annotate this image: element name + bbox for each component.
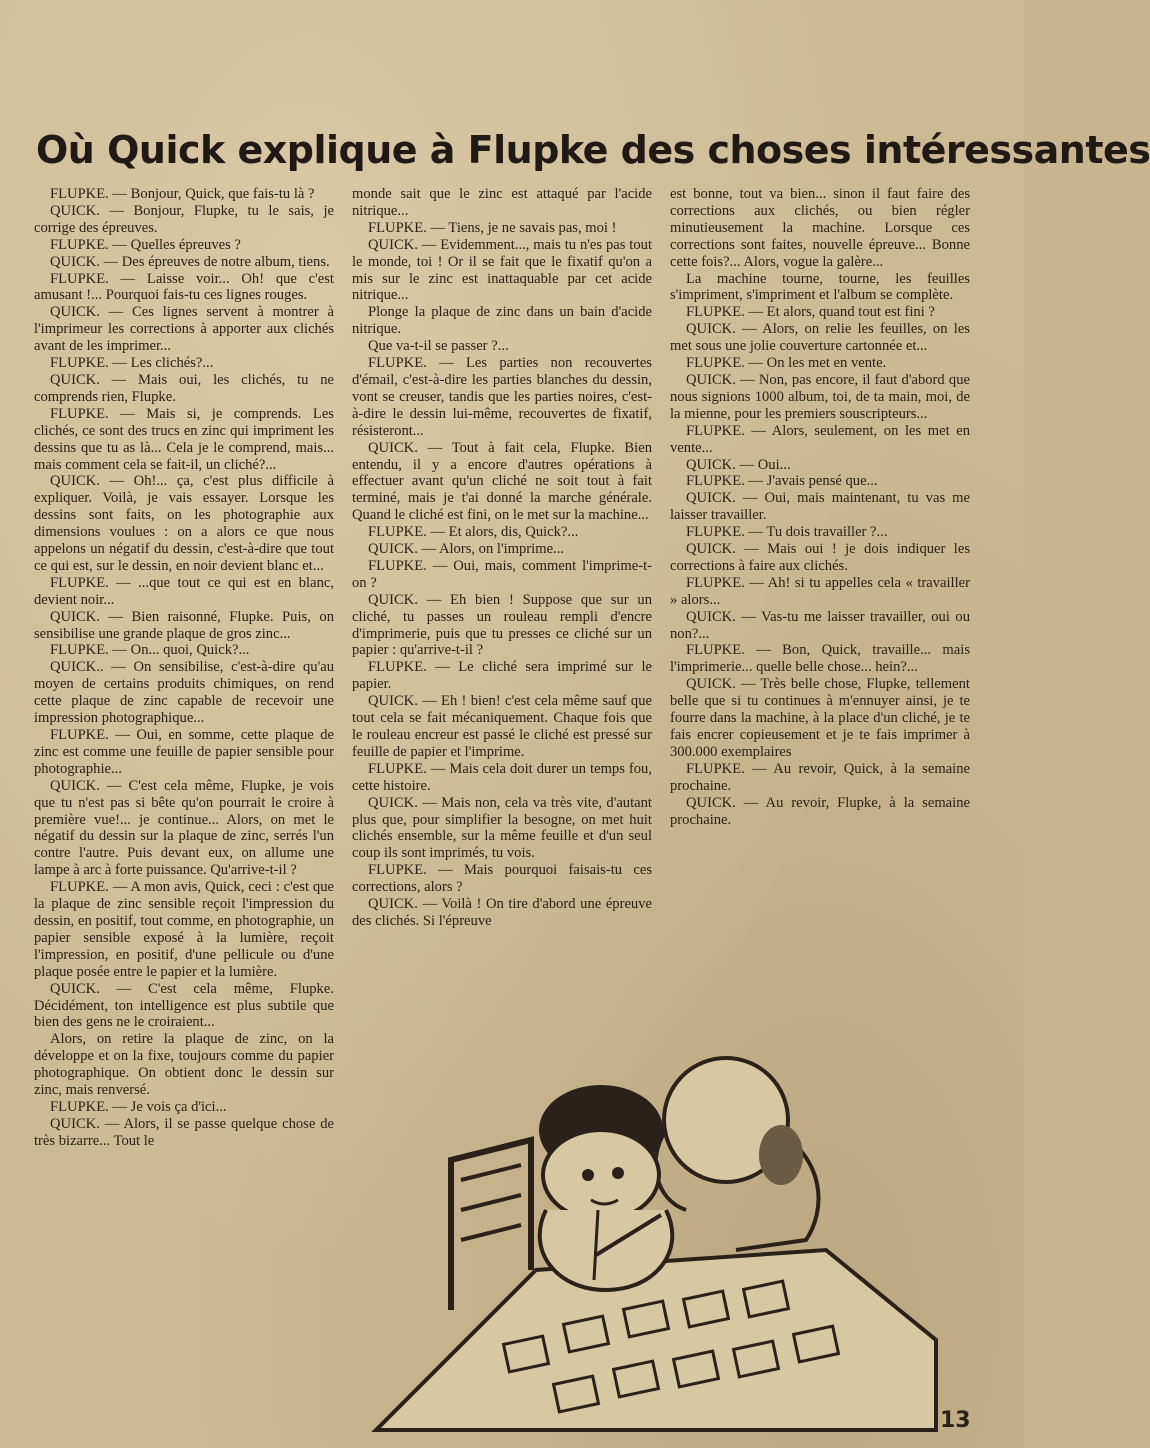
paragraph: FLUPKE. — Ah! si tu appelles cela « travailler » alors... xyxy=(670,574,970,608)
paragraph: QUICK. — Au revoir, Flupke, à la semaine prochaine. xyxy=(670,794,970,828)
paragraph: monde sait que le zinc est attaqué par l'acide nitrique... xyxy=(352,186,652,219)
paragraph: QUICK. — Alors, on l'imprime... xyxy=(368,541,564,558)
paragraph: FLUPKE. — A mon avis, Quick, ceci : c'est que la plaque de zinc sensible reçoit l'impression du dessin, en positif, tout comme, en photographie, un papier sensible exposé à la lumière, reçoit l'impression, en positif, d'une pellicule ou d'une plaque posée entre le papier et la lumière. xyxy=(34,879,334,980)
text-column-2 xyxy=(352,186,652,930)
illustration-quick-flupke xyxy=(356,1010,936,1430)
paragraph: FLUPKE. — Je vois ça d'ici... xyxy=(50,1098,227,1115)
paragraph: QUICK. — Bonjour, Flupke, tu le sais, je corrige des épreuves. xyxy=(34,202,334,236)
paragraph: Alors, on retire la plaque de zinc, on la développe et on la fixe, toujours comme du papier photographique. On obtient donc le dessin sur zinc, mais renversé. xyxy=(34,1031,334,1099)
article-title: Où Quick explique à Flupke des choses intéressantes xyxy=(36,128,1150,172)
paragraph: FLUPKE. — Oui, mais, comment l'imprime-t-on ? xyxy=(352,557,652,591)
paragraph: QUICK. — C'est cela même, Flupke. Décidément, ton intelligence est plus subtile que bien des gens ne le croiraient... xyxy=(34,980,334,1031)
paragraph: FLUPKE. — Mais pourquoi faisais-tu ces corrections, alors ? xyxy=(352,862,652,896)
paragraph: FLUPKE. — Alors, seulement, on les met en vente... xyxy=(670,422,970,456)
paragraph: FLUPKE. — On les met en vente. xyxy=(686,355,887,372)
paragraph: FLUPKE. — On... quoi, Quick?... xyxy=(50,642,250,659)
paragraph: FLUPKE. — Tiens, je ne savais pas, moi ! xyxy=(368,219,617,236)
paragraph: est bonne, tout va bien... sinon il faut faire des corrections aux clichés, ou bien régler minutieusement la machine. Lorsque ces corrections sont faites, nouvelle épreuve... Bonne cette fois?... Alors, vogue la galère... xyxy=(670,186,970,270)
paragraph: QUICK. — Non, pas encore, il faut d'abord que nous signions 1000 album, toi, de ta main, moi, de la mienne, pour les premiers souscripteurs... xyxy=(670,371,970,422)
paragraph: QUICK. — Oui... xyxy=(686,456,791,473)
paragraph: FLUPKE. — Quelles épreuves ? xyxy=(50,236,241,253)
paragraph: FLUPKE. — Mais cela doit durer un temps fou, cette histoire. xyxy=(352,760,652,794)
paragraph: FLUPKE. — Et alors, quand tout est fini ? xyxy=(686,304,935,321)
paragraph: QUICK. — Voilà ! On tire d'abord une épreuve des clichés. Si l'épreuve xyxy=(352,896,652,929)
paragraph: QUICK. — Des épreuves de notre album, tiens. xyxy=(50,253,330,270)
paragraph: FLUPKE. — Bon, Quick, travaille... mais l'imprimerie... quelle belle chose... hein?... xyxy=(670,642,970,676)
text-column-1 xyxy=(34,186,334,1150)
paragraph: Que va-t-il se passer ?... xyxy=(368,338,509,355)
paragraph: FLUPKE. — Laisse voir... Oh! que c'est amusant !... Pourquoi fais-tu ces lignes rouges. xyxy=(34,270,334,304)
paragraph: QUICK. — Evidemment..., mais tu n'es pas tout le monde, toi ! Or il se fait que le fixatif qu'on a mis sur le zinc est inattaquable par cet acide nitrique... xyxy=(352,236,652,304)
paragraph: QUICK. — Ces lignes servent à montrer à l'imprimeur les corrections à apporter aux clichés avant de les imprimer... xyxy=(34,304,334,355)
paragraph: QUICK. — Oui, mais maintenant, tu vas me laisser travailler. xyxy=(670,490,970,524)
text-column-3 xyxy=(670,186,970,828)
paragraph: FLUPKE. — Oui, en somme, cette plaque de zinc est comme une feuille de papier sensible pour photographie... xyxy=(34,727,334,777)
paragraph: QUICK. — C'est cela même, Flupke, je vois que tu n'est pas si bête qu'on pourrait le croire à première vue!... je continue... Alors, on met le négatif du dessin sur la plaque de zinc, serrés l'un contre l'autre. Puis devant eux, on allume une lampe à arc à forte puissance. Qu'arrive-t-il ? xyxy=(34,777,334,879)
paragraph: QUICK. — Mais non, cela va très vite, d'autant plus que, pour simplifier la besogne, on met huit clichés ensemble, sur la même feuille et d'un seul coup ils sont imprimés, tu vois. xyxy=(352,794,652,862)
paragraph: FLUPKE. — Les parties non recouvertes d'émail, c'est-à-dire les parties blanches du dessin, vont se creuser, tandis que les parties noires, c'est-à-dire le dessin lui-même, recouvertes de fixatif, résisteront... xyxy=(352,355,652,439)
paragraph: QUICK. — Alors, on relie les feuilles, on les met sous une jolie couverture cartonnée et... xyxy=(670,321,970,355)
paragraph: FLUPKE. — Au revoir, Quick, à la semaine prochaine. xyxy=(670,760,970,794)
paragraph: La machine tourne, tourne, les feuilles s'impriment, s'impriment et l'album se complète. xyxy=(670,270,970,304)
paragraph: QUICK. — Oh!... ça, c'est plus difficile à expliquer. Voilà, je vais essayer. Lorsque les dessins sont faits, on les photographie aux dimensions voulues : on a alors ce que nous appelons un négatif du dessin, c'est-à-dire que tout ce qui est, sur le dessin, en noir devient blanc et... xyxy=(34,473,334,574)
paragraph: QUICK. — Tout à fait cela, Flupke. Bien entendu, il y a encore d'autres opérations à effectuer avant qu'un cliché ne soit tout à fait terminé, mais je t'ai donné la marche générale. Quand le cliché est fini, on le met sur la machine... xyxy=(352,439,652,524)
paragraph: QUICK. — Vas-tu me laisser travailler, oui ou non?... xyxy=(670,608,970,642)
paragraph: QUICK. — Mais oui, les clichés, tu ne comprends rien, Flupke. xyxy=(34,371,334,405)
page-number: 13 xyxy=(940,1408,971,1433)
paragraph: FLUPKE. — ...que tout ce qui est en blanc, devient noir... xyxy=(34,574,334,608)
paragraph: QUICK. — Très belle chose, Flupke, tellement belle que si tu continues à m'ennuyer ainsi, je te fourre dans la machine, à la place d'un cliché, je te fais encrer copieusement et je te fais imprimer à 300.000 exemplaires xyxy=(670,676,970,760)
paragraph: FLUPKE. — J'avais pensé que... xyxy=(686,473,878,490)
paragraph: FLUPKE. — Bonjour, Quick, que fais-tu là ? xyxy=(50,186,315,202)
paragraph: QUICK. — Bien raisonné, Flupke. Puis, on sensibilise une grande plaque de gros zinc... xyxy=(34,608,334,642)
paragraph: QUICK.. — On sensibilise, c'est-à-dire qu'au moyen de certains produits chimiques, on rend cette plaque de zinc capable de recevoir une impression photographique... xyxy=(34,659,334,727)
paragraph: QUICK. — Eh bien ! Suppose que sur un cliché, tu passes un rouleau rempli d'encre d'imprimerie, puis que tu presses ce cliché sur un papier : qu'arrive-t-il ? xyxy=(352,591,652,659)
paragraph: QUICK. — Alors, il se passe quelque chose de très bizarre... Tout le xyxy=(34,1115,334,1149)
paragraph: FLUPKE. — Les clichés?... xyxy=(50,355,214,372)
paragraph: Plonge la plaque de zinc dans un bain d'acide nitrique. xyxy=(352,304,652,338)
paragraph: QUICK. — Eh ! bien! c'est cela même sauf que tout cela se fait mécaniquement. Chaque fois que le rouleau encreur est passé le cliché est pressé sur feuille de papier et l'imprime. xyxy=(352,693,652,760)
paragraph: FLUPKE. — Et alors, dis, Quick?... xyxy=(368,524,579,541)
paragraph: FLUPKE. — Le cliché sera imprimé sur le papier. xyxy=(352,659,652,693)
paragraph: FLUPKE. — Tu dois travailler ?... xyxy=(686,524,888,541)
paragraph: QUICK. — Mais oui ! je dois indiquer les corrections à faire aux clichés. xyxy=(670,541,970,574)
paragraph: FLUPKE. — Mais si, je comprends. Les clichés, ce sont des trucs en zinc qui impriment les dessins que tu as là... Cela je le comprend, mais... mais comment cela se fait-il, un cliché?... xyxy=(34,405,334,473)
